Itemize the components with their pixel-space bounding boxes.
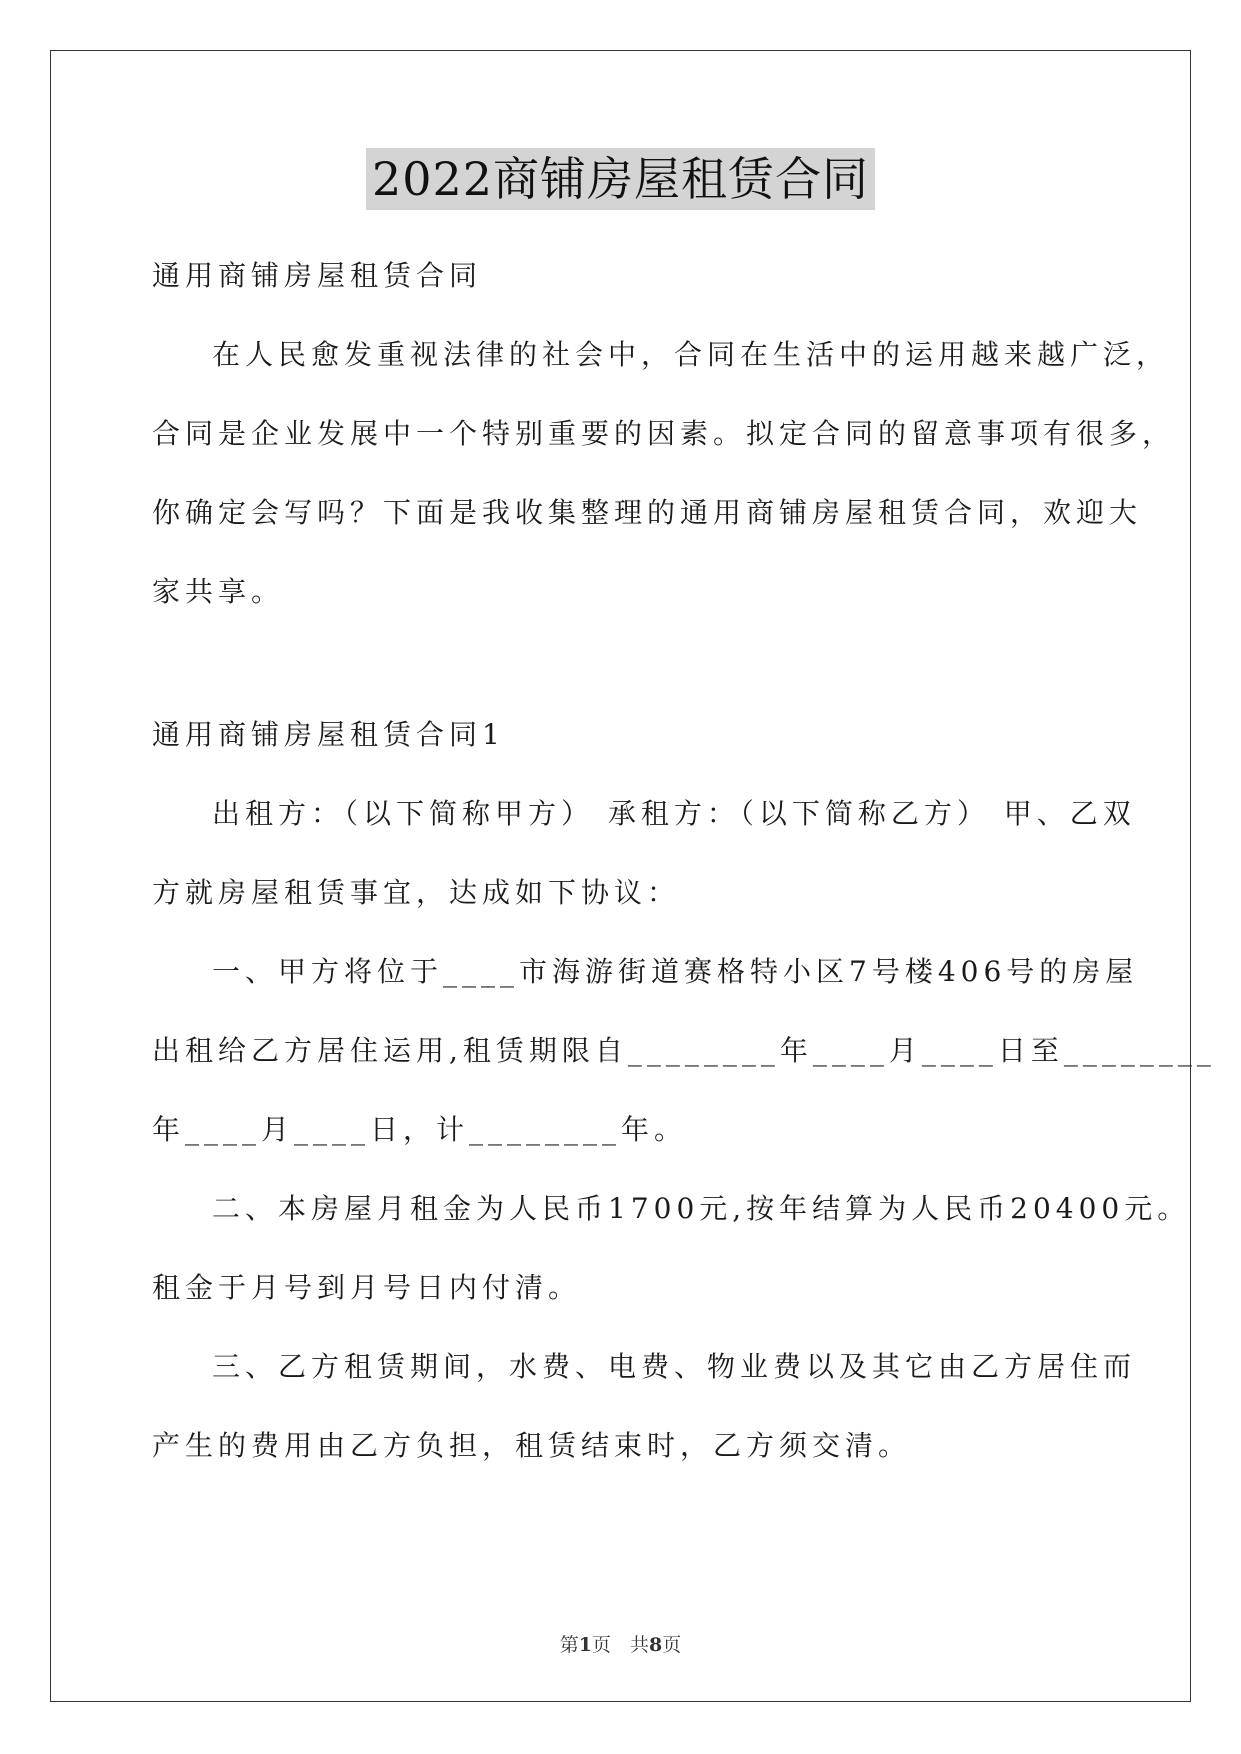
page-footer xyxy=(0,1630,1241,1657)
parties-line: 出租方：（以下简称甲方） 承租方：（以下简称乙方） 甲、乙双 xyxy=(212,797,1136,830)
clause-line: 年____月____日，计________年。 xyxy=(152,1113,688,1146)
heading-general: 通用商铺房屋租赁合同 xyxy=(152,259,483,292)
page-mid: 页 共 xyxy=(591,1634,649,1656)
document-body xyxy=(152,236,1216,1485)
page-total: 8 xyxy=(649,1634,663,1656)
clause-line: 一、甲方将位于____市海游街道赛格特小区7号楼406号的房屋 xyxy=(212,955,1139,988)
clause-line: 产生的费用由乙方负担，租赁结束时，乙方须交清。 xyxy=(152,1429,912,1462)
intro-line: 你确定会写吗？下面是我收集整理的通用商铺房屋租赁合同，欢迎大 xyxy=(152,496,1143,529)
intro-line: 在人民愈发重视法律的社会中，合同在生活中的运用越来越广泛， xyxy=(212,338,1170,371)
parties-line: 方就房屋租赁事宜，达成如下协议： xyxy=(152,876,681,909)
clause-3 xyxy=(152,1327,1137,1485)
page-current: 1 xyxy=(578,1634,592,1656)
title-container xyxy=(0,148,1241,210)
clause-line: 三、乙方租赁期间，水费、电费、物业费以及其它由乙方居住而 xyxy=(212,1350,1137,1383)
heading-contract-1: 通用商铺房屋租赁合同1 xyxy=(152,718,505,751)
intro-line: 合同是企业发展中一个特别重要的因素。拟定合同的留意事项有很多， xyxy=(152,417,1176,450)
clause-2 xyxy=(152,1169,1191,1327)
clause-line: 租金于月号到月号日内付清。 xyxy=(152,1271,582,1304)
clause-1 xyxy=(152,932,1216,1169)
document-title: 2022商铺房屋租赁合同 xyxy=(366,148,875,210)
parties-paragraph xyxy=(152,774,1136,932)
page-suffix: 页 xyxy=(662,1634,682,1656)
intro-line: 家共享。 xyxy=(152,575,285,608)
intro-paragraph xyxy=(152,315,1176,631)
page-prefix: 第 xyxy=(559,1634,579,1656)
clause-line: 二、本房屋月租金为人民币1700元,按年结算为人民币20400元。 xyxy=(212,1192,1191,1225)
clause-line: 出租给乙方居住运用,租赁期限自________年____月____日至________ xyxy=(152,1034,1216,1067)
